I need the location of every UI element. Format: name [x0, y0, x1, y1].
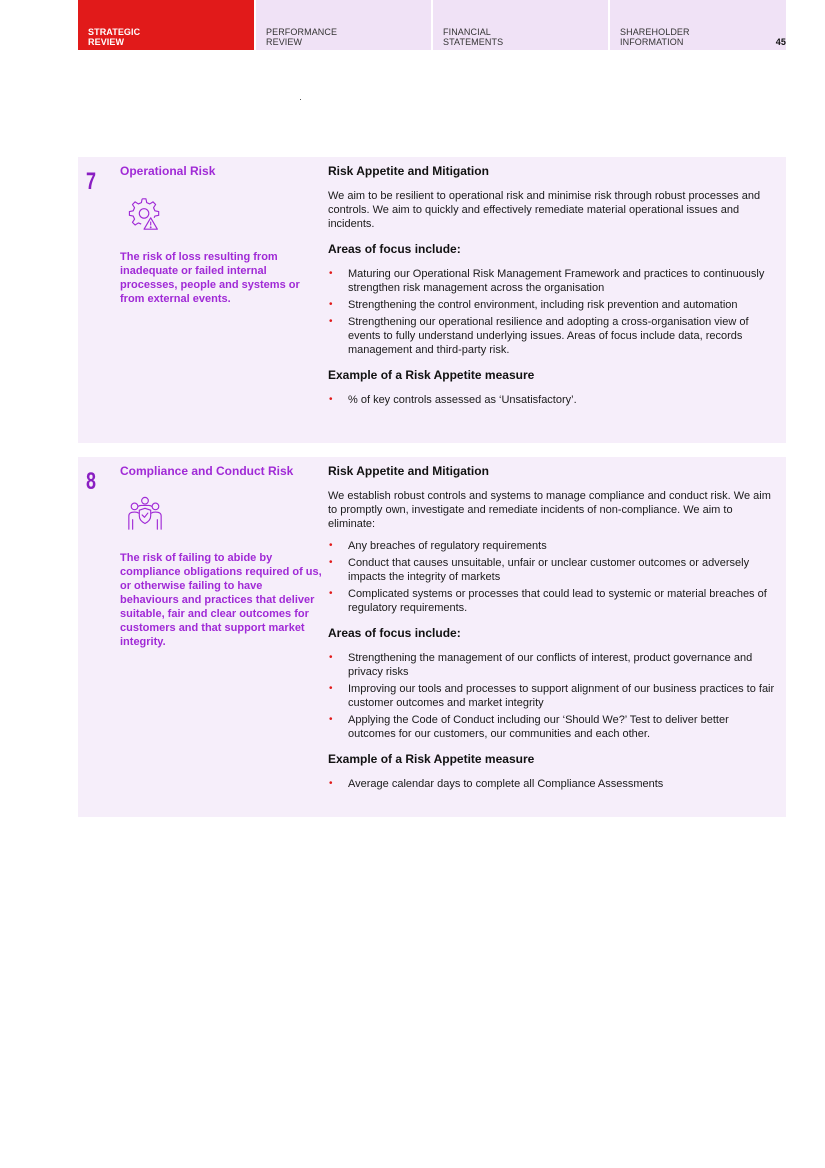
list-item: • Applying the Code of Conduct including our ‘Should We?’ Test to deliver better outcomes for our customers, our communities and each other.: [328, 713, 778, 741]
list-item: • Average calendar days to complete all Compliance Assessments: [328, 777, 778, 791]
appetite-text: We aim to be resilient to operational risk and minimise risk through robust processes and controls. We aim to quickly and effectively remediate material operational issues and incidents.: [328, 190, 761, 230]
risk-panel-operational: [78, 157, 786, 443]
list-item: • Strengthening the management of our conflicts of interest, product governance and privacy risks: [328, 651, 778, 679]
eliminate-list: [328, 539, 778, 615]
risk-description: The risk of failing to abide by compliance obligations required of us, or otherwise failing to have behaviours and practices that deliver suitable, fair and clear outcomes for customers and that support market integrity.: [120, 552, 322, 648]
focus-list: [328, 267, 778, 357]
nav-tab-label-line2: STATEMENTS: [443, 37, 504, 47]
nav-tab-financial-statements[interactable]: [433, 0, 608, 50]
nav-tab-performance-review[interactable]: [256, 0, 431, 50]
list-item: • Conduct that causes unsuitable, unfair or unclear customer outcomes or adversely impacts the integrity of markets: [328, 556, 778, 584]
appetite-heading: Risk Appetite and Mitigation: [328, 164, 489, 178]
risk-number: 7: [86, 168, 97, 195]
nav-tab-shareholder-information[interactable]: [610, 0, 786, 50]
nav-tab-label-line1: SHAREHOLDER: [620, 27, 690, 37]
list-item: • Strengthening the control environment, including risk prevention and automation: [328, 298, 778, 312]
nav-tab-strategic-review[interactable]: [78, 0, 254, 50]
list-item: • Maturing our Operational Risk Management Framework and practices to continuously strengthen risk management across the organisation: [328, 267, 778, 295]
appetite-heading: Risk Appetite and Mitigation: [328, 464, 489, 478]
risk-number: 8: [86, 468, 97, 495]
page-number: 45: [775, 37, 786, 47]
measure-list: [328, 777, 778, 791]
stray-dot: [300, 99, 301, 100]
nav-tab-label-line1: STRATEGIC: [88, 27, 141, 37]
gear-warning-icon: [126, 195, 164, 233]
risk-panel-compliance-conduct: [78, 457, 786, 817]
focus-list: [328, 651, 778, 741]
risk-detail: [328, 164, 778, 418]
appetite-text: We establish robust controls and systems to manage compliance and conduct risk. We aim to promptly own, investigate and remediate incidents of non-compliance. We aim to eliminate:: [328, 490, 771, 530]
risk-title: Compliance and Conduct Risk: [120, 464, 294, 478]
list-item: • Improving our tools and processes to support alignment of our business practices to fair customer outcomes and market integrity: [328, 682, 778, 710]
nav-tab-label-line1: PERFORMANCE: [266, 27, 338, 37]
risk-description: The risk of loss resulting from inadequate or failed internal processes, people and systems or from external events.: [120, 251, 300, 305]
nav-tab-label-line2: INFORMATION: [620, 37, 684, 47]
measure-list: [328, 393, 778, 407]
focus-heading: Areas of focus include:: [328, 626, 461, 640]
list-item: • Strengthening our operational resilience and adopting a cross-organisation view of events to fully understand underlying issues. Areas of focus include data, records management and third-party risk.: [328, 315, 778, 357]
list-item: • % of key controls assessed as ‘Unsatisfactory’.: [328, 393, 778, 407]
people-shield-icon: [126, 495, 164, 533]
risk-detail: [328, 464, 778, 802]
measure-heading: Example of a Risk Appetite measure: [328, 368, 535, 382]
measure-heading: Example of a Risk Appetite measure: [328, 752, 535, 766]
nav-tab-label-line2: REVIEW: [88, 37, 125, 47]
focus-heading: Areas of focus include:: [328, 242, 461, 256]
list-item: • Complicated systems or processes that could lead to systemic or material breaches of regulatory requirements.: [328, 587, 778, 615]
section-nav: [78, 0, 786, 50]
risk-title: Operational Risk: [120, 164, 216, 178]
nav-tab-label-line2: REVIEW: [266, 37, 303, 47]
nav-tab-label-line1: FINANCIAL: [443, 27, 491, 37]
list-item: • Any breaches of regulatory requirements: [328, 539, 778, 553]
